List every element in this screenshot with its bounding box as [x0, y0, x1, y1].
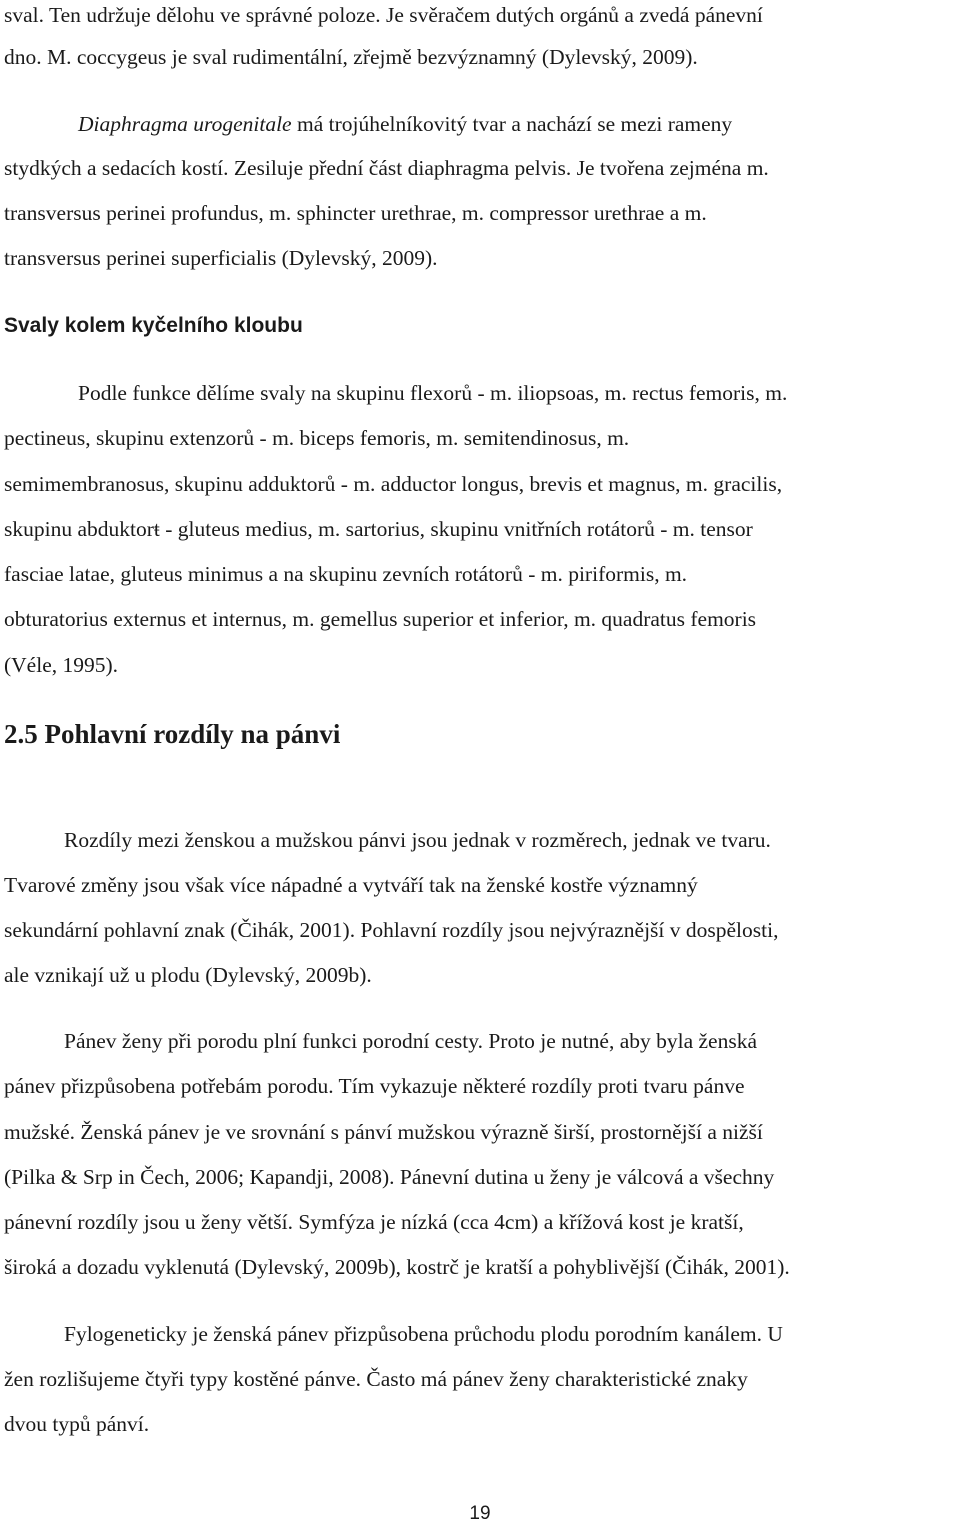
text-line: Podle funkce dělíme svaly na skupinu flexorů - m. iliopsoas, m. rectus femoris, m. [78, 381, 788, 405]
text-line: sekundární pohlavní znak (Čihák, 2001). Pohlavní rozdíly jsou nejvýraznější v dospělosti, [4, 918, 779, 942]
text-line: fasciae latae, gluteus minimus a na skupinu zevních rotátorů - m. piriformis, m. [4, 562, 688, 586]
text-line: obturatorius externus et internus, m. gemellus superior et inferior, m. quadratus femoris [4, 607, 757, 631]
text-line: transversus perinei superficialis (Dylevský, 2009). [4, 246, 438, 270]
text-line: sval. Ten udržuje dělohu ve správné poloze. Je svěračem dutých orgánů a zvedá pánevní [4, 3, 763, 27]
text-line [78, 109, 732, 139]
text-line: transversus perinei profundus, m. sphincter urethrae, m. compressor urethrae a m. [4, 201, 707, 225]
text-line: mužské. Ženská pánev je ve srovnání s pánví mužskou výrazně širší, prostornější a nižší [4, 1120, 763, 1144]
text-line: pánevní rozdíly jsou u ženy větší. Symfýza je nízká (cca 4cm) a křížová kost je kratší, [4, 1210, 744, 1234]
text-line: dno. M. coccygeus je sval rudimentální, zřejmě bezvýznamný (Dylevský, 2009). [4, 45, 698, 69]
text-line: (Pilka & Srp in Čech, 2006; Kapandji, 2008). Pánevní dutina u ženy je válcová a všechny [4, 1165, 775, 1189]
text-line: dvou typů pánví. [4, 1412, 150, 1436]
text-line: semimembranosus, skupinu adduktorů - m. adductor longus, brevis et magnus, m. gracilis, [4, 472, 783, 496]
text-line: Tvarové změny jsou však více nápadné a vytváří tak na ženské kostře významný [4, 873, 698, 897]
text-line: pectineus, skupinu extenzorů - m. biceps femoris, m. semitendinosus, m. [4, 426, 630, 450]
text-line: pánev přizpůsobena potřebám porodu. Tím vykazuje některé rozdíly proti tvaru pánve [4, 1074, 745, 1098]
text-line: Rozdíly mezi ženskou a mužskou pánvi jsou jednak v rozměrech, jednak ve tvaru. [64, 828, 771, 852]
subheading-hip-muscles: Svaly kolem kyčelního kloubu [4, 314, 303, 337]
italic-term: Diaphragma urogenitale [78, 112, 292, 136]
text-line: široká a dozadu vyklenutá (Dylevský, 2009b), kostrč je kratší a pohyblivější (Čihák, 2001). [4, 1255, 790, 1279]
text-line: Pánev ženy při porodu plní funkci porodní cesty. Proto je nutné, aby byla ženská [64, 1029, 758, 1053]
text-line: žen rozlišujeme čtyři typy kostěné pánve. Často má pánev ženy charakteristické znaky [4, 1367, 748, 1391]
text-line: (Véle, 1995). [4, 653, 119, 677]
page-number: 19 [469, 1503, 491, 1524]
text-line: stydkých a sedacích kostí. Zesiluje přední část diaphragma pelvis. Je tvořena zejména m. [4, 156, 769, 180]
text-line: ale vznikají už u plodu (Dylevský, 2009b). [4, 963, 372, 987]
section-heading: 2.5 Pohlavní rozdíly na pánvi [4, 719, 341, 749]
text-line: skupinu abduktorŧ - gluteus medius, m. sartorius, skupinu vnitřních rotátorů - m. tensor [4, 517, 753, 541]
text-line-rest: má trojúhelníkovitý tvar a nachází se mezi rameny [296, 112, 733, 136]
text-line: Fylogeneticky je ženská pánev přizpůsobena průchodu plodu porodním kanálem. U [64, 1322, 783, 1346]
